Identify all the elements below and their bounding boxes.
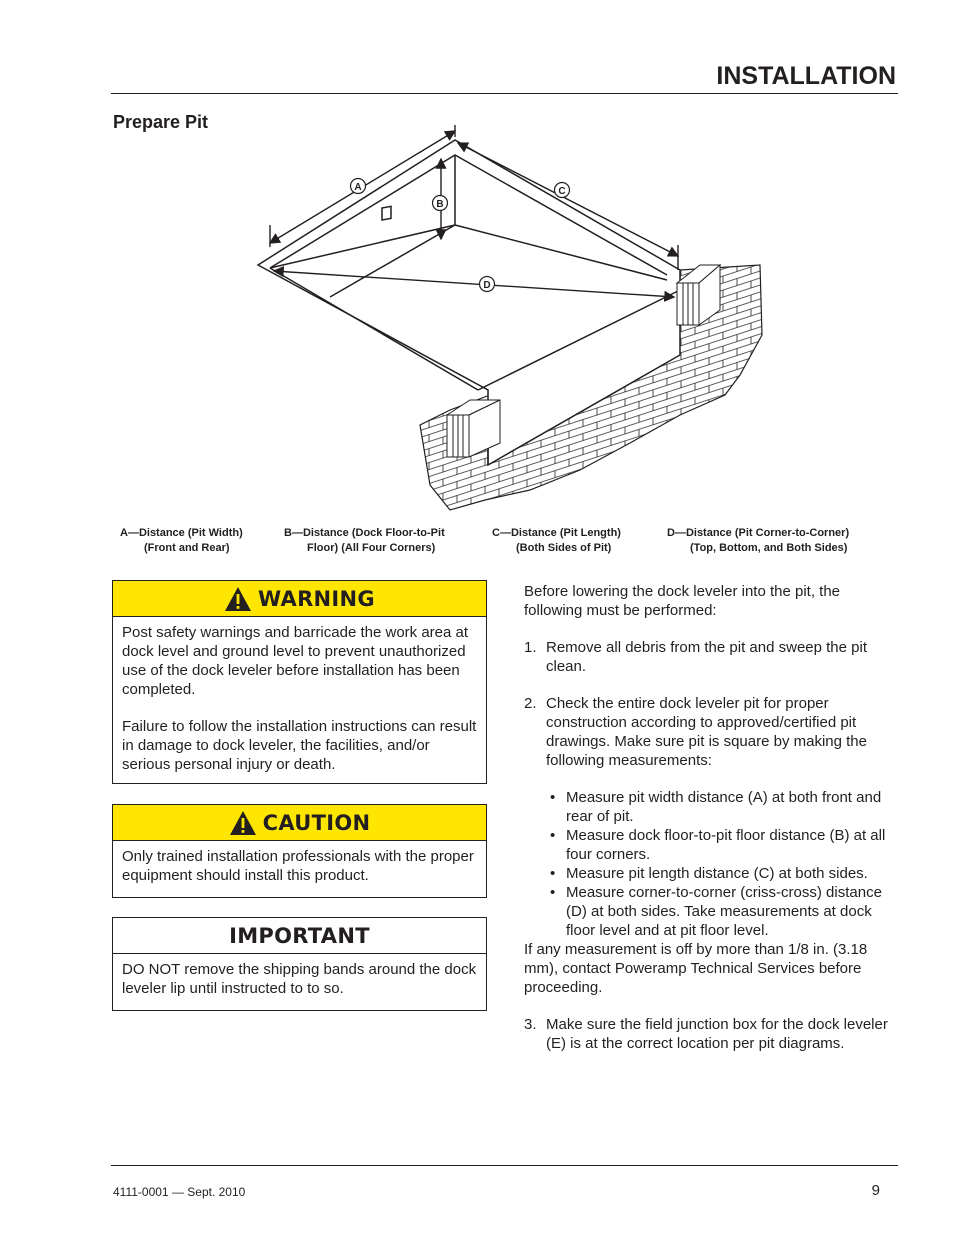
caption-c: C—Distance (Pit Length) (Both Sides of Pit): [492, 527, 621, 554]
header-rule: [111, 93, 898, 94]
instructions: [524, 582, 896, 1053]
warning-box: [112, 580, 487, 784]
warning-icon: [224, 586, 252, 612]
tolerance-note: If any measurement is off by more than 1/8 in. (3.18 mm), contact Poweramp Technical Services before proceeding.: [524, 941, 868, 996]
caution-text: Only trained installation professionals with the proper equipment should install this product.: [122, 848, 474, 884]
step-1: 1. Remove all debris from the pit and sweep the pit clean.: [524, 639, 867, 675]
label-c: [555, 183, 570, 198]
section-title: Prepare Pit: [113, 112, 209, 132]
label-b: [433, 196, 448, 211]
important-text: DO NOT remove the shipping bands around the dock leveler lip until instructed to to so.: [122, 961, 477, 997]
list-item: • Measure pit width distance (A) at both front and rear of pit.: [550, 789, 882, 825]
svg-text:A: A: [354, 182, 362, 193]
label-a: [351, 179, 366, 194]
caption-b: B—Distance (Dock Floor-to-Pit Floor) (All Four Corners): [284, 527, 445, 554]
svg-text:B: B: [436, 199, 444, 210]
list-item: • Measure pit length distance (C) at both sides.: [550, 865, 868, 882]
important-box: [112, 917, 487, 1011]
warning-text-2: Failure to follow the installation instructions can result in damage to dock leveler, the facilities, and/or serious personal injury or death.: [122, 718, 477, 773]
caution-box: [112, 804, 487, 898]
step-2: 2. Check the entire dock leveler pit for proper construction according to approved/certified pit drawings. Make sure pit is square by making the following measurements:: [524, 695, 867, 769]
list-item: • Measure corner-to-corner (criss-cross) distance (D) at both sides. Take measurements at dock floor level and at pit floor level.: [550, 884, 882, 939]
warning-title: WARNING: [258, 586, 375, 611]
document-id: 4111-0001 — Sept. 2010: [113, 1185, 246, 1199]
list-item: • Measure dock floor-to-pit floor distance (B) at all four corners.: [550, 827, 886, 863]
step-3: 3. Make sure the field junction box for the dock leveler (E) is at the correct location per pit diagrams.: [524, 1016, 888, 1052]
footer-rule: [111, 1165, 898, 1166]
measurement-list: [546, 788, 896, 940]
svg-text:D: D: [483, 280, 491, 291]
svg-text:C: C: [558, 186, 566, 197]
pit-diagram: [240, 125, 770, 517]
caption-a: A—Distance (Pit Width) (Front and Rear): [120, 527, 243, 554]
instructions-intro: Before lowering the dock leveler into the pit, the following must be performed:: [524, 583, 841, 619]
page-number: 9: [871, 1182, 880, 1199]
important-header: [113, 918, 486, 954]
caution-header: [113, 805, 486, 841]
caution-icon: [229, 810, 257, 836]
important-title: IMPORTANT: [229, 923, 370, 948]
caution-title: CAUTION: [262, 810, 371, 835]
warning-header: [113, 581, 486, 617]
label-d: [480, 277, 495, 292]
caption-d: D—Distance (Pit Corner-to-Corner) (Top, Bottom, and Both Sides): [667, 527, 850, 554]
page-header-title: INSTALLATION: [716, 62, 896, 90]
warning-text-1: Post safety warnings and barricade the work area at dock level and ground level to prevent unauthorized use of the dock leveler before installation has been completed.: [122, 624, 469, 698]
